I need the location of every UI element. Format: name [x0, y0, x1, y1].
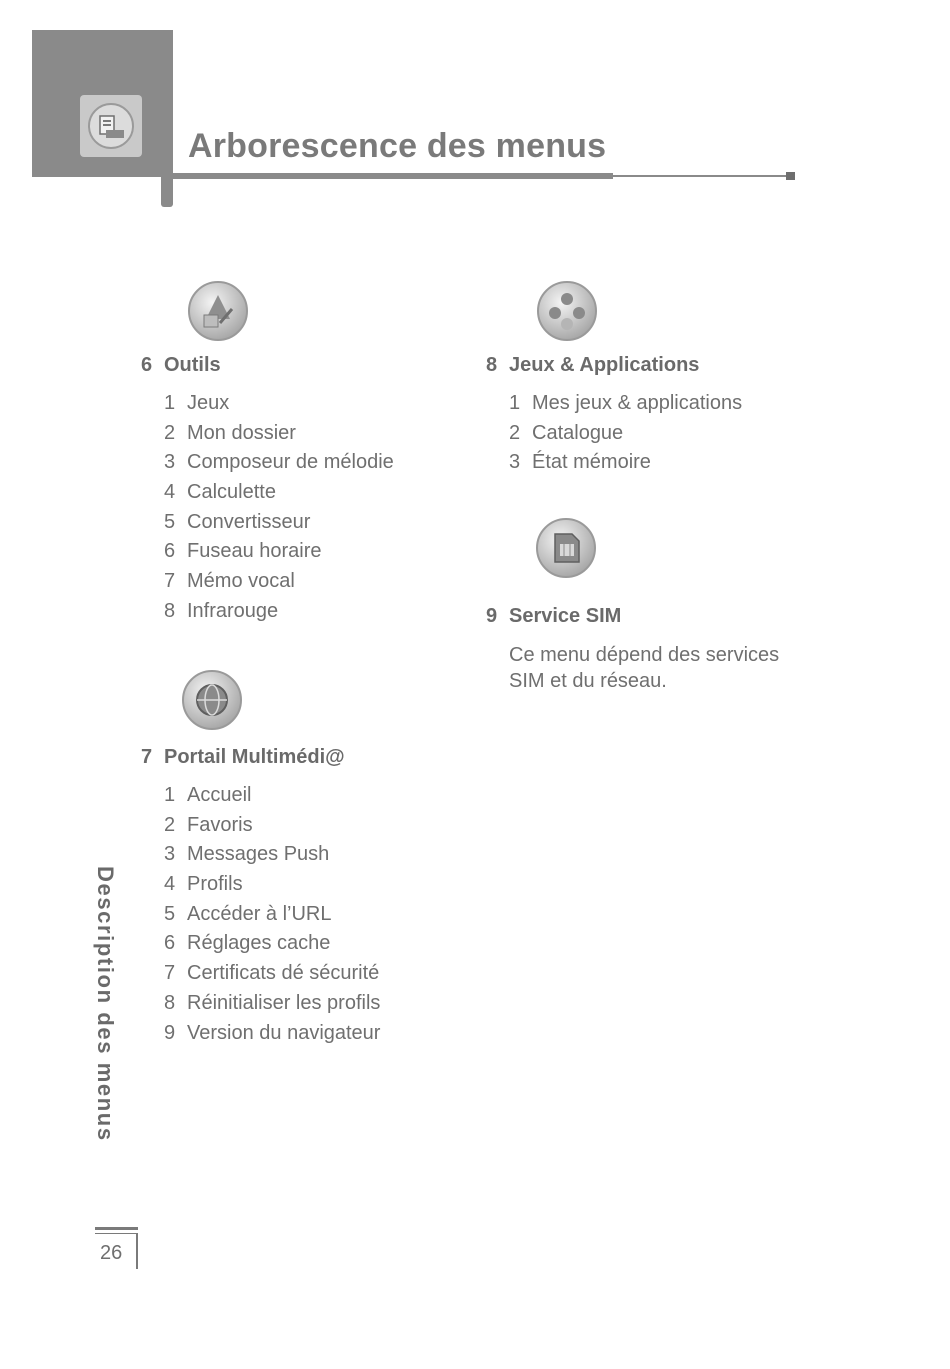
list-item	[164, 929, 380, 959]
list-item	[509, 389, 742, 419]
section-label: Service SIM	[509, 605, 622, 627]
title-rule-thin	[613, 175, 788, 177]
item-number: 4	[164, 873, 176, 896]
footer-rule	[95, 1227, 138, 1230]
list-item	[164, 811, 380, 841]
list-item	[164, 389, 394, 419]
title-rule	[173, 173, 613, 179]
item-label: Jeux	[187, 392, 230, 414]
list-item	[164, 959, 380, 989]
tools-icon	[186, 279, 250, 343]
list-item	[164, 448, 394, 478]
item-number: 2	[164, 813, 176, 836]
item-label: Accueil	[187, 784, 252, 806]
list-item	[509, 419, 742, 449]
title-rule-end	[786, 172, 795, 180]
section-label: Jeux & Applications	[509, 354, 700, 376]
item-number: 7	[164, 570, 176, 593]
list-item	[164, 597, 394, 627]
item-label: Favoris	[187, 813, 253, 836]
games-icon	[535, 279, 599, 343]
item-number: 5	[164, 902, 176, 925]
list-item	[164, 567, 394, 597]
item-number: 1	[164, 392, 176, 414]
item-number: 6	[164, 540, 176, 563]
item-label: Version du navigateur	[187, 1021, 381, 1044]
header-vertical-bar	[161, 170, 173, 207]
section-label: Outils	[164, 354, 221, 376]
list-item	[164, 781, 380, 811]
sim-card-icon	[534, 516, 598, 580]
item-number: 7	[164, 962, 176, 985]
item-number: 1	[164, 784, 176, 806]
section-number: 9	[486, 605, 498, 627]
item-number: 9	[164, 1021, 176, 1044]
item-label: Certificats dé sécurité	[187, 962, 380, 985]
item-number: 2	[164, 421, 176, 444]
jeux-menu-list	[509, 389, 742, 478]
item-label: Mes jeux & applications	[532, 392, 743, 414]
portail-menu-list	[164, 781, 380, 1048]
item-number: 6	[164, 932, 176, 955]
section-label: Portail Multimédi@	[164, 746, 345, 768]
side-section-label: Description des menus	[93, 866, 118, 1142]
page-number: 26	[100, 1242, 123, 1264]
outils-menu-list	[164, 389, 394, 627]
item-label: Profils	[187, 873, 243, 896]
item-label: Infrarouge	[187, 599, 279, 622]
item-label: Calculette	[187, 481, 276, 504]
item-label: Réglages cache	[187, 932, 331, 955]
list-item	[164, 989, 380, 1019]
section-title-sim	[486, 605, 621, 628]
page-title: Arborescence des menus	[188, 127, 607, 165]
item-label: Réinitialiser les profils	[187, 991, 381, 1014]
item-label: Mémo vocal	[187, 570, 295, 593]
sim-description: Ce menu dépend des services SIM et du réseau.	[509, 644, 780, 692]
list-item	[164, 537, 394, 567]
item-label: Composeur de mélodie	[187, 451, 394, 474]
list-item	[164, 870, 380, 900]
item-label: Mon dossier	[187, 421, 296, 444]
section-number: 8	[486, 354, 498, 376]
item-number: 5	[164, 510, 176, 533]
list-item	[164, 478, 394, 508]
footer-vertical-rule	[136, 1233, 138, 1269]
list-item	[509, 448, 742, 478]
item-number: 3	[164, 843, 176, 866]
list-item	[164, 840, 380, 870]
item-label: Catalogue	[532, 421, 624, 444]
item-label: État mémoire	[532, 451, 651, 474]
item-label: Accéder à l’URL	[187, 902, 332, 925]
menu-tree-icon	[80, 95, 142, 157]
item-number: 8	[164, 991, 176, 1014]
list-item	[164, 419, 394, 449]
item-number: 3	[509, 451, 521, 474]
footer-rule-thin	[95, 1233, 138, 1234]
section-title-outils	[141, 354, 221, 377]
list-item	[164, 508, 394, 538]
globe-icon	[180, 668, 244, 732]
item-label: Convertisseur	[187, 510, 311, 533]
item-number: 2	[509, 421, 521, 444]
list-item	[164, 900, 380, 930]
item-number: 3	[164, 451, 176, 474]
item-number: 4	[164, 481, 176, 504]
item-label: Fuseau horaire	[187, 540, 322, 563]
section-number: 6	[141, 354, 153, 376]
item-label: Messages Push	[187, 843, 330, 866]
section-title-jeux	[486, 354, 699, 377]
item-number: 8	[164, 599, 176, 622]
list-item	[164, 1019, 380, 1049]
section-title-portail	[141, 746, 345, 769]
section-number: 7	[141, 746, 153, 768]
item-number: 1	[509, 392, 521, 414]
